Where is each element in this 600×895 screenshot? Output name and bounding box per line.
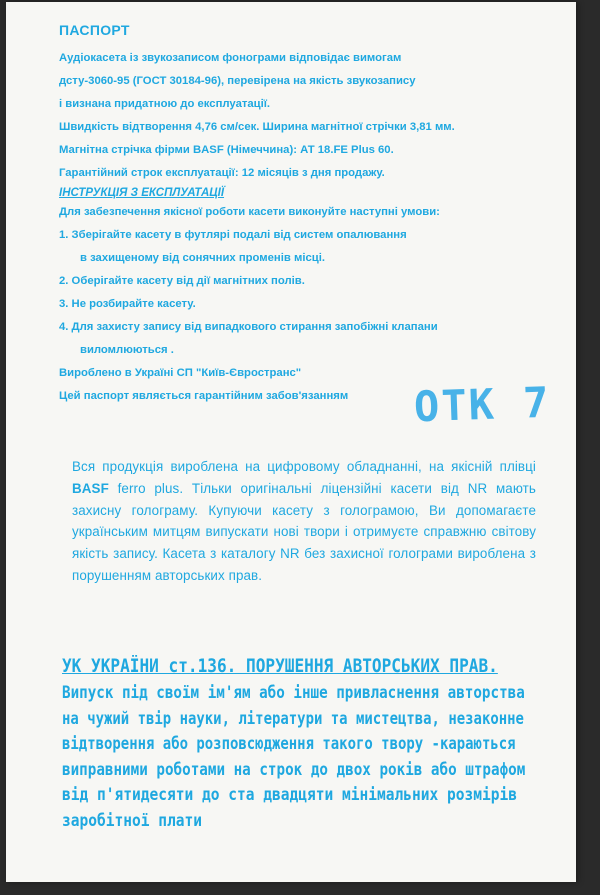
passport-line: і визнана придатною до експлуатації.	[59, 98, 271, 110]
instructions-title: ІНСТРУКЦІЯ З ЕКСПЛУАТАЦІЇ	[59, 187, 225, 199]
list-item: в захищеному від сонячних променів місці.	[80, 252, 325, 264]
law-line: на чужий твір науки, літератури та мистецтва, незаконне	[62, 707, 524, 728]
info-paragraph	[72, 456, 536, 587]
guarantee-text: Цей паспорт являється гарантійним забов'язанням	[59, 390, 349, 402]
passport-section	[59, 22, 559, 408]
instructions-list	[59, 224, 559, 362]
passport-line: Швидкість відтворення 4,76 см/сек. Ширина магнітної стрічки 3,81 мм.	[59, 121, 455, 133]
list-item: 3. Не розбирайте касету.	[59, 298, 196, 310]
passport-line: Магнітна стрічка фірми BASF (Німеччина): АТ 18.FE Plus 60.	[59, 144, 394, 156]
otk-stamp: ОТК 7	[413, 377, 552, 432]
law-line: Випуск під своїм ім'ям або інше привласнення авторства	[62, 682, 525, 702]
passport-title: ПАСПОРТ	[59, 22, 130, 38]
law-line: відтворення або розповсюдження такого твору -караються	[62, 733, 516, 753]
made-in-text: Вироблено в Україні СП "Київ-Євространс"	[59, 367, 302, 379]
law-line: від п'ятидесяти до ста двадцяти мінімальних розмірів	[62, 784, 518, 804]
law-section	[62, 654, 562, 833]
list-item: 1. Зберігайте касету в футлярі подалі від систем опалювання	[59, 229, 407, 241]
list-item: 2. Оберігайте касету від дії магнітних полів.	[59, 275, 305, 287]
info-text-part1: Вся продукція вироблена на цифровому обладнанні, на якісній плівці	[72, 459, 536, 474]
passport-line: дсту-3060-95 (ГОСТ 30184-96), перевірена на якість звукозапису	[59, 75, 416, 87]
law-line: виправними роботами на строк до двох років або штрафом	[62, 758, 526, 779]
info-brand: BASF	[72, 480, 109, 496]
passport-line: Аудіокасета із звукозаписом фонограми відповідає вимогам	[59, 52, 402, 64]
passport-leaflet	[6, 2, 576, 882]
list-item: виломлюються .	[80, 344, 174, 356]
list-item: 4. Для захисту запису від випадкового стирання запобіжні клапани	[59, 321, 438, 333]
info-text-part2: ferro plus. Тільки оригінальні ліцензійні касети від NR мають захисну голограму. Купуючи касету з голограмою, Ви допомагаєте українським митцям випускати нові твори і отримуєте справжню світову якість запису. Касета з каталогу NR без захисної голограми вироблена з порушенням авторських прав.	[72, 480, 536, 583]
law-line: заробітної плати	[62, 809, 203, 830]
instructions-intro: Для забезпечення якісної роботи касети виконуйте наступні умови:	[59, 206, 440, 218]
law-title: УК УКРАЇНИ ст.136. ПОРУШЕННЯ АВТОРСЬКИХ ПРАВ.	[62, 656, 498, 677]
passport-line: Гарантійний строк експлуатації: 12 місяців з дня продажу.	[59, 167, 385, 179]
